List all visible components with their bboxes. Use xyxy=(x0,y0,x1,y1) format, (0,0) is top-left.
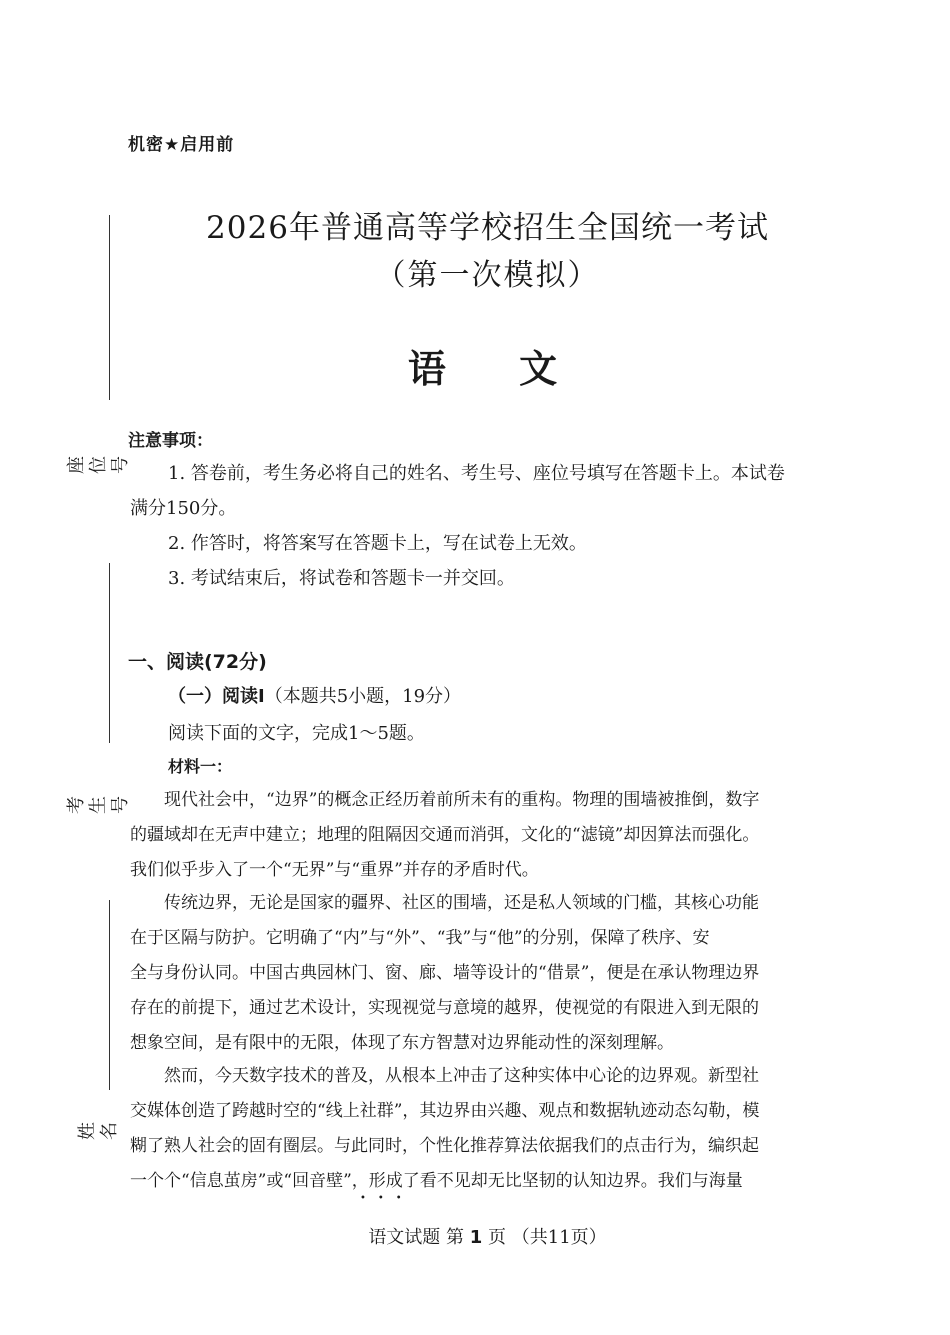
passage-line: 全与身份认同。中国古典园林门、窗、廊、墙等设计的“借景”，便是在承认物理边界 xyxy=(130,963,760,983)
section-heading: 一、阅读(72分) xyxy=(128,651,267,673)
passage-line: 一个个“信息茧房”或“回音壁”，形成了看不见却无比坚韧的认知边界。我们与海量 xyxy=(130,1171,743,1191)
passage-line: 然而，今天数字技术的普及，从根本上冲击了这种实体中心论的边界观。新型社 xyxy=(130,1066,759,1086)
note-item-2: 2. 作答时，将答案写在答题卡上，写在试卷上无效。 xyxy=(168,533,587,554)
footer-suffix: 页 （共11页） xyxy=(488,1227,607,1248)
footer-page-number: 1 xyxy=(469,1227,483,1248)
emphasis-dots: ••• xyxy=(360,1193,414,1204)
passage-paragraph-3 xyxy=(130,1059,850,1199)
note-item-1: 1. 答卷前，考生务必将自己的姓名、考生号、座位号填写在答题卡上。本试卷 xyxy=(168,463,785,484)
passage-line: 现代社会中，“边界”的概念正经历着前所未有的重构。物理的围墙被推倒，数字 xyxy=(130,790,760,810)
exam-subtitle: （第一次模拟） xyxy=(375,258,600,293)
material-label: 材料一： xyxy=(168,757,233,776)
binding-line-middle xyxy=(109,563,110,743)
subsection-title: （一）阅读Ⅰ xyxy=(168,686,265,707)
subsection-detail: （本题共5小题，19分） xyxy=(264,686,462,707)
confidential-label: 机密★启用前 xyxy=(128,135,235,155)
passage-paragraph-1 xyxy=(130,783,850,888)
passage-line: 糊了熟人社会的固有圈层。与此同时，个性化推荐算法依据我们的点击行为，编织起 xyxy=(130,1136,759,1156)
subsection-heading xyxy=(168,682,461,708)
passage-line: 的疆域却在无声中建立；地理的阻隔因交通而消弭，文化的“滤镜”却因算法而强化。 xyxy=(130,825,760,845)
passage-line: 在于区隔与防护。它明确了“内”与“外”、“我”与“他”的分别，保障了秩序、安 xyxy=(130,928,710,948)
exam-title: 2026年普通高等学校招生全国统一考试 xyxy=(206,210,769,246)
subject-title: 语 文 xyxy=(407,347,568,391)
passage-line: 我们似乎步入了一个“无界”与“重界”并存的矛盾时代。 xyxy=(130,860,539,880)
passage-paragraph-2 xyxy=(130,886,850,1061)
passage-line: 想象空间，是有限中的无限，体现了东方智慧对边界能动性的深刻理解。 xyxy=(130,1033,674,1053)
name-label: 姓名 xyxy=(77,1122,120,1140)
seat-number-label: 座位号 xyxy=(66,456,131,474)
passage-line: 存在的前提下，通过艺术设计，实现视觉与意境的越界，使视觉的有限进入到无限的 xyxy=(130,998,759,1018)
reading-instruction: 阅读下面的文字，完成1～5题。 xyxy=(168,723,425,744)
passage-line: 传统边界，无论是国家的疆界、社区的围墙，还是私人领域的门槛，其核心功能 xyxy=(130,893,759,913)
footer-prefix: 语文试题 第 xyxy=(368,1227,465,1248)
note-item-3: 3. 考试结束后，将试卷和答题卡一并交回。 xyxy=(168,568,515,589)
exam-number-label: 考生号 xyxy=(66,796,131,814)
passage-line: 交媒体创造了跨越时空的“线上社群”，其边界由兴趣、观点和数据轨迹动态勾勒，模 xyxy=(130,1101,760,1121)
page-footer xyxy=(0,1223,950,1249)
binding-line-bottom xyxy=(109,900,110,1090)
notes-heading: 注意事项： xyxy=(128,431,213,451)
note-item-1-cont: 满分150分。 xyxy=(130,498,237,519)
